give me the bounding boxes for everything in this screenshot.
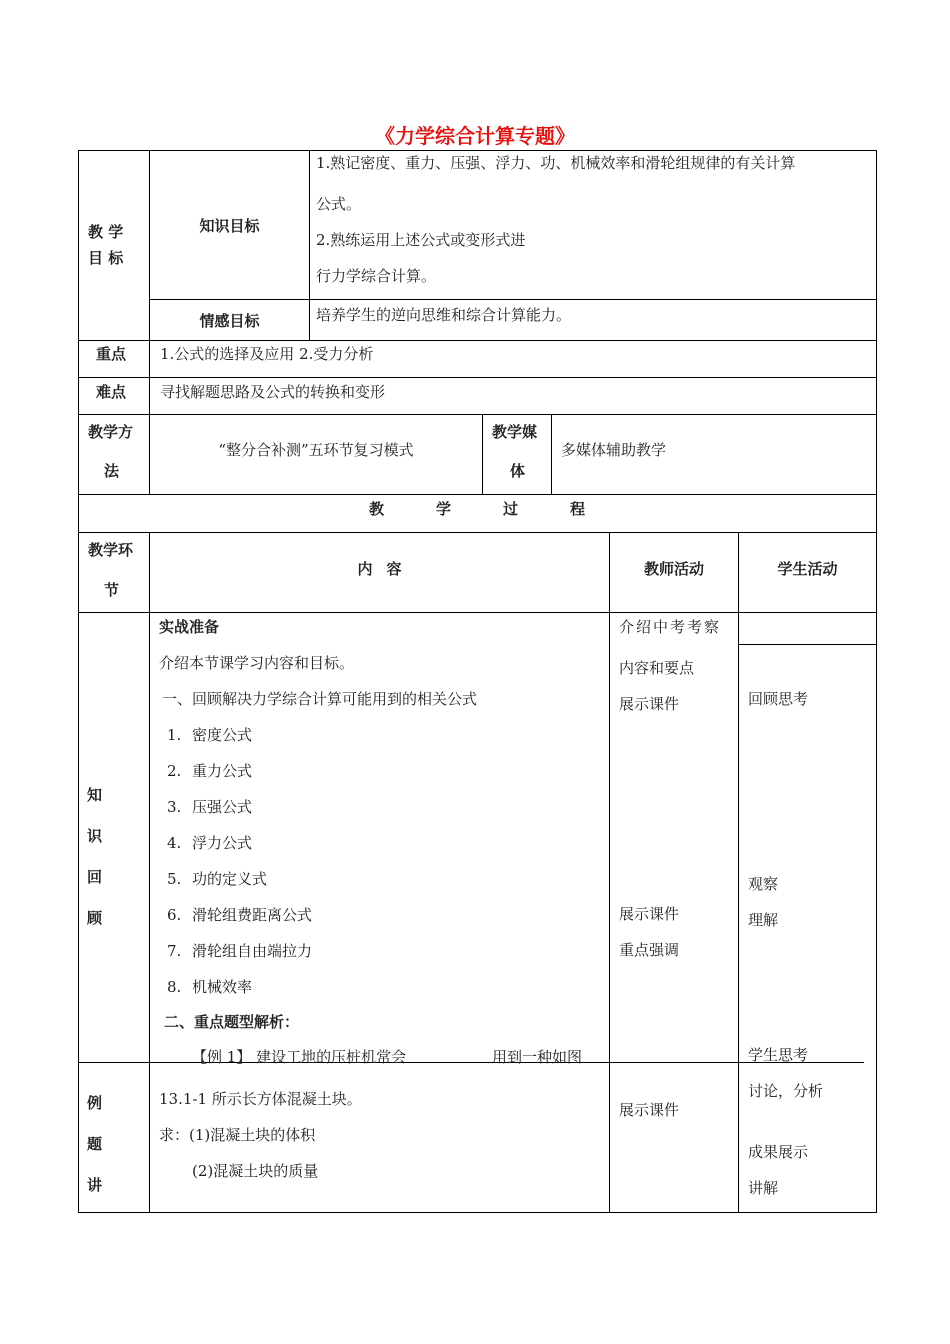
knowledge-goal-line1: 1.熟记密度、重力、压强、浮力、功、机械效率和滑轮组规律的有关计算 [316, 154, 796, 172]
goals-label-line1: 教 学 [88, 223, 124, 241]
media-label-line2: 体 [510, 462, 526, 480]
emotion-goal-text: 培养学生的逆向思维和综合计算能力。 [316, 306, 572, 324]
formula-number: 5. [167, 870, 182, 888]
student-activity-4: 学生思考 [748, 1046, 809, 1064]
formula-item: 机械效率 [192, 978, 253, 996]
formula-item: 功的定义式 [192, 870, 268, 888]
formula-number: 7. [167, 942, 182, 960]
formula-number: 8. [167, 978, 182, 996]
emotion-goal-label: 情感目标 [199, 312, 260, 330]
teacher-activity-5: 重点强调 [619, 941, 680, 959]
review-stage-char-3: 回 [87, 868, 103, 886]
example-content-2: 求：(1)混凝土块的体积 [159, 1126, 316, 1144]
teacher-activity-4: 展示课件 [619, 905, 680, 923]
key-point-text: 1.公式的选择及应用 2.受力分析 [160, 345, 374, 363]
method-text: “整分合补测”五环节复习模式 [218, 441, 414, 459]
review-heading: 实战准备 [159, 618, 220, 636]
media-text: 多媒体辅助教学 [561, 441, 667, 459]
formula-number: 1. [167, 726, 182, 744]
example-intro-b: 用到一种如图 [492, 1048, 583, 1066]
formula-item: 滑轮组自由端拉力 [192, 942, 313, 960]
teacher-activity-2: 内容和要点 [619, 659, 695, 677]
difficulty-label: 难点 [96, 383, 127, 401]
review-stage-char-2: 识 [87, 827, 103, 845]
header-teacher: 教师活动 [643, 560, 704, 578]
formula-item: 重力公式 [192, 762, 253, 780]
formula-item: 滑轮组费距离公式 [192, 906, 313, 924]
process-heading: 教学过程 [368, 500, 637, 518]
review-stage-char-1: 知 [87, 786, 103, 804]
formula-number: 2. [167, 762, 182, 780]
student-activity-3: 理解 [748, 911, 779, 929]
formula-item: 压强公式 [192, 798, 253, 816]
example-stage-char-1: 例 [87, 1094, 103, 1112]
example-intro-a: 【例 1】 建设工地的压桩机常会 [192, 1048, 407, 1066]
formula-item: 浮力公式 [192, 834, 253, 852]
header-stage-line2: 节 [104, 581, 120, 599]
example-stage-char-3: 讲 [87, 1176, 103, 1194]
knowledge-goal-line4: 行力学综合计算。 [316, 267, 437, 285]
example-student-activity-1: 讨论，分析 [748, 1082, 824, 1100]
review-intro: 介绍本节课学习内容和目标。 [159, 654, 355, 672]
teacher-activity-1: 介绍中考考察 [619, 618, 722, 636]
student-activity-1: 回顾思考 [748, 690, 809, 708]
example-content-1: 13.1-1 所示长方体混凝土块。 [159, 1090, 362, 1108]
review-stage-char-4: 顾 [87, 909, 103, 927]
method-label-line2: 法 [104, 462, 120, 480]
student-activity-2: 观察 [748, 875, 779, 893]
formula-number: 3. [167, 798, 182, 816]
media-label-line1: 教学媒 [492, 423, 538, 441]
example-teacher-activity: 展示课件 [619, 1101, 680, 1119]
knowledge-goal-line2: 公式。 [316, 195, 362, 213]
method-label-line1: 教学方 [88, 423, 134, 441]
header-content: 内容 [357, 560, 416, 578]
difficulty-text: 寻找解题思路及公式的转换和变形 [160, 383, 386, 401]
formula-item: 密度公式 [192, 726, 253, 744]
knowledge-goal-label: 知识目标 [199, 217, 260, 235]
review-part1: 一、回顾解决力学综合计算可能用到的相关公式 [162, 690, 478, 708]
key-point-label: 重点 [96, 345, 127, 363]
header-stage-line1: 教学环 [88, 541, 134, 559]
formula-number: 4. [167, 834, 182, 852]
header-student: 学生活动 [777, 560, 838, 578]
formula-number: 6. [167, 906, 182, 924]
example-content-3: (2)混凝土块的质量 [192, 1162, 319, 1180]
knowledge-goal-line3: 2.熟练运用上述公式或变形式进 [316, 231, 526, 249]
page-title: 《力学综合计算专题》 [375, 124, 575, 148]
example-student-activity-3: 讲解 [748, 1179, 779, 1197]
review-part2: 二、重点题型解析： [164, 1013, 300, 1031]
goals-label-line2: 目 标 [88, 249, 124, 267]
teacher-activity-3: 展示课件 [619, 695, 680, 713]
example-stage-char-2: 题 [87, 1135, 103, 1153]
example-student-activity-2: 成果展示 [748, 1143, 809, 1161]
